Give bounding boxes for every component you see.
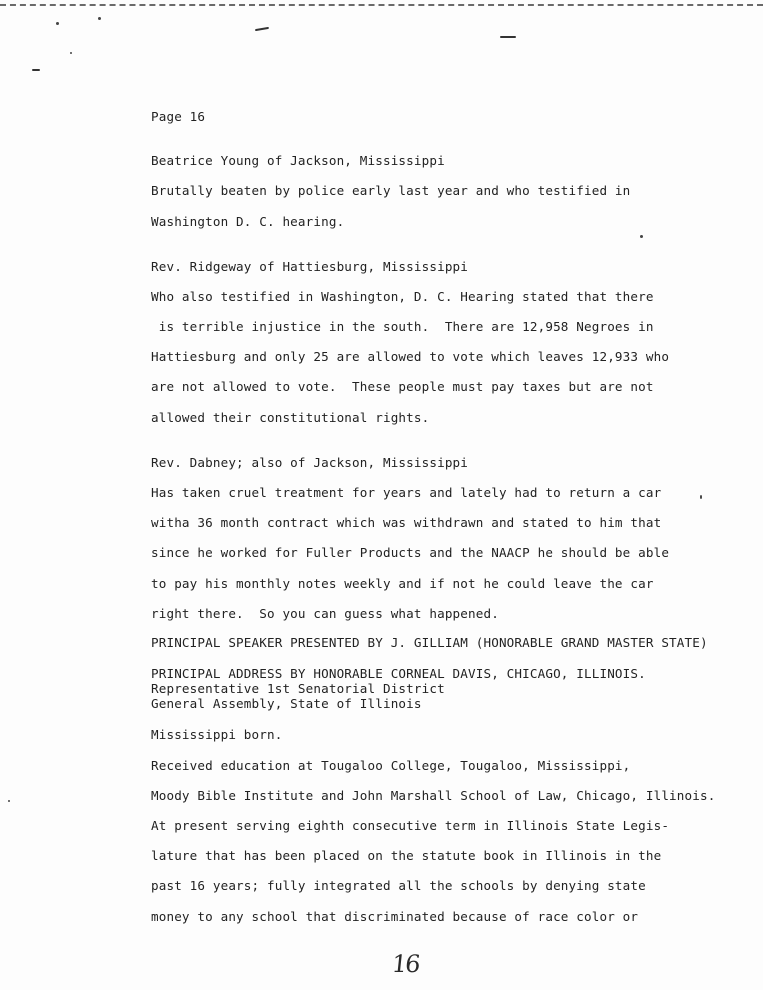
text-line: to pay his monthly notes weekly and if not he could leave the car	[151, 576, 654, 591]
scan-speck	[700, 495, 702, 499]
scan-speck	[640, 235, 643, 238]
text-line: is terrible injustice in the south. There are 12,958 Negroes in	[151, 319, 654, 334]
scan-mark	[32, 69, 40, 71]
text-line: are not allowed to vote. These people must pay taxes but are not	[151, 379, 654, 394]
text-line: Received education at Tougaloo College, Tougaloo, Mississippi,	[151, 758, 631, 773]
text-line: past 16 years; fully integrated all the schools by denying state	[151, 878, 646, 893]
scan-mark	[500, 36, 516, 38]
text-line: money to any school that discriminated because of race color or	[151, 909, 639, 924]
text-line: Rev. Dabney; also of Jackson, Mississippi	[151, 455, 469, 470]
text-line: Moody Bible Institute and John Marshall School of Law, Chicago, Illinois.	[151, 788, 716, 803]
text-line: Beatrice Young of Jackson, Mississippi	[151, 153, 445, 168]
scan-speck	[56, 22, 59, 25]
text-line: Brutally beaten by police early last year and who testified in	[151, 183, 631, 198]
text-line: allowed their constitutional rights.	[151, 410, 430, 425]
text-line: PRINCIPAL ADDRESS BY HONORABLE CORNEAL DAVIS, CHICAGO, ILLINOIS.	[151, 666, 646, 681]
text-line: Rev. Ridgeway of Hattiesburg, Mississippi	[151, 259, 469, 274]
scan-speck	[8, 800, 10, 802]
scan-speck	[70, 52, 72, 54]
text-line: Hattiesburg and only 25 are allowed to vote which leaves 12,933 who	[151, 349, 670, 364]
text-line: witha 36 month contract which was withdrawn and stated to him that	[151, 515, 662, 530]
text-line: General Assembly, State of Illinois	[151, 696, 422, 711]
text-line: At present serving eighth consecutive term in Illinois State Legis-	[151, 818, 670, 833]
page-label: Page 16	[151, 109, 206, 124]
text-line: Who also testified in Washington, D. C. Hearing stated that there	[151, 289, 654, 304]
scan-mark	[255, 27, 269, 31]
text-line: since he worked for Fuller Products and the NAACP he should be able	[151, 545, 670, 560]
text-line: right there. So you can guess what happened.	[151, 606, 499, 621]
handwritten-page-number: 16	[390, 950, 421, 978]
text-line: Has taken cruel treatment for years and lately had to return a car	[151, 485, 662, 500]
text-line: lature that has been placed on the statute book in Illinois in the	[151, 848, 662, 863]
text-line: Mississippi born.	[151, 727, 283, 742]
text-line: PRINCIPAL SPEAKER PRESENTED BY J. GILLIAM (HONORABLE GRAND MASTER STATE)	[151, 635, 708, 650]
text-line: Washington D. C. hearing.	[151, 214, 345, 229]
text-line: Representative 1st Senatorial District	[151, 681, 445, 696]
perforation-edge	[0, 4, 763, 6]
scan-speck	[98, 17, 101, 20]
